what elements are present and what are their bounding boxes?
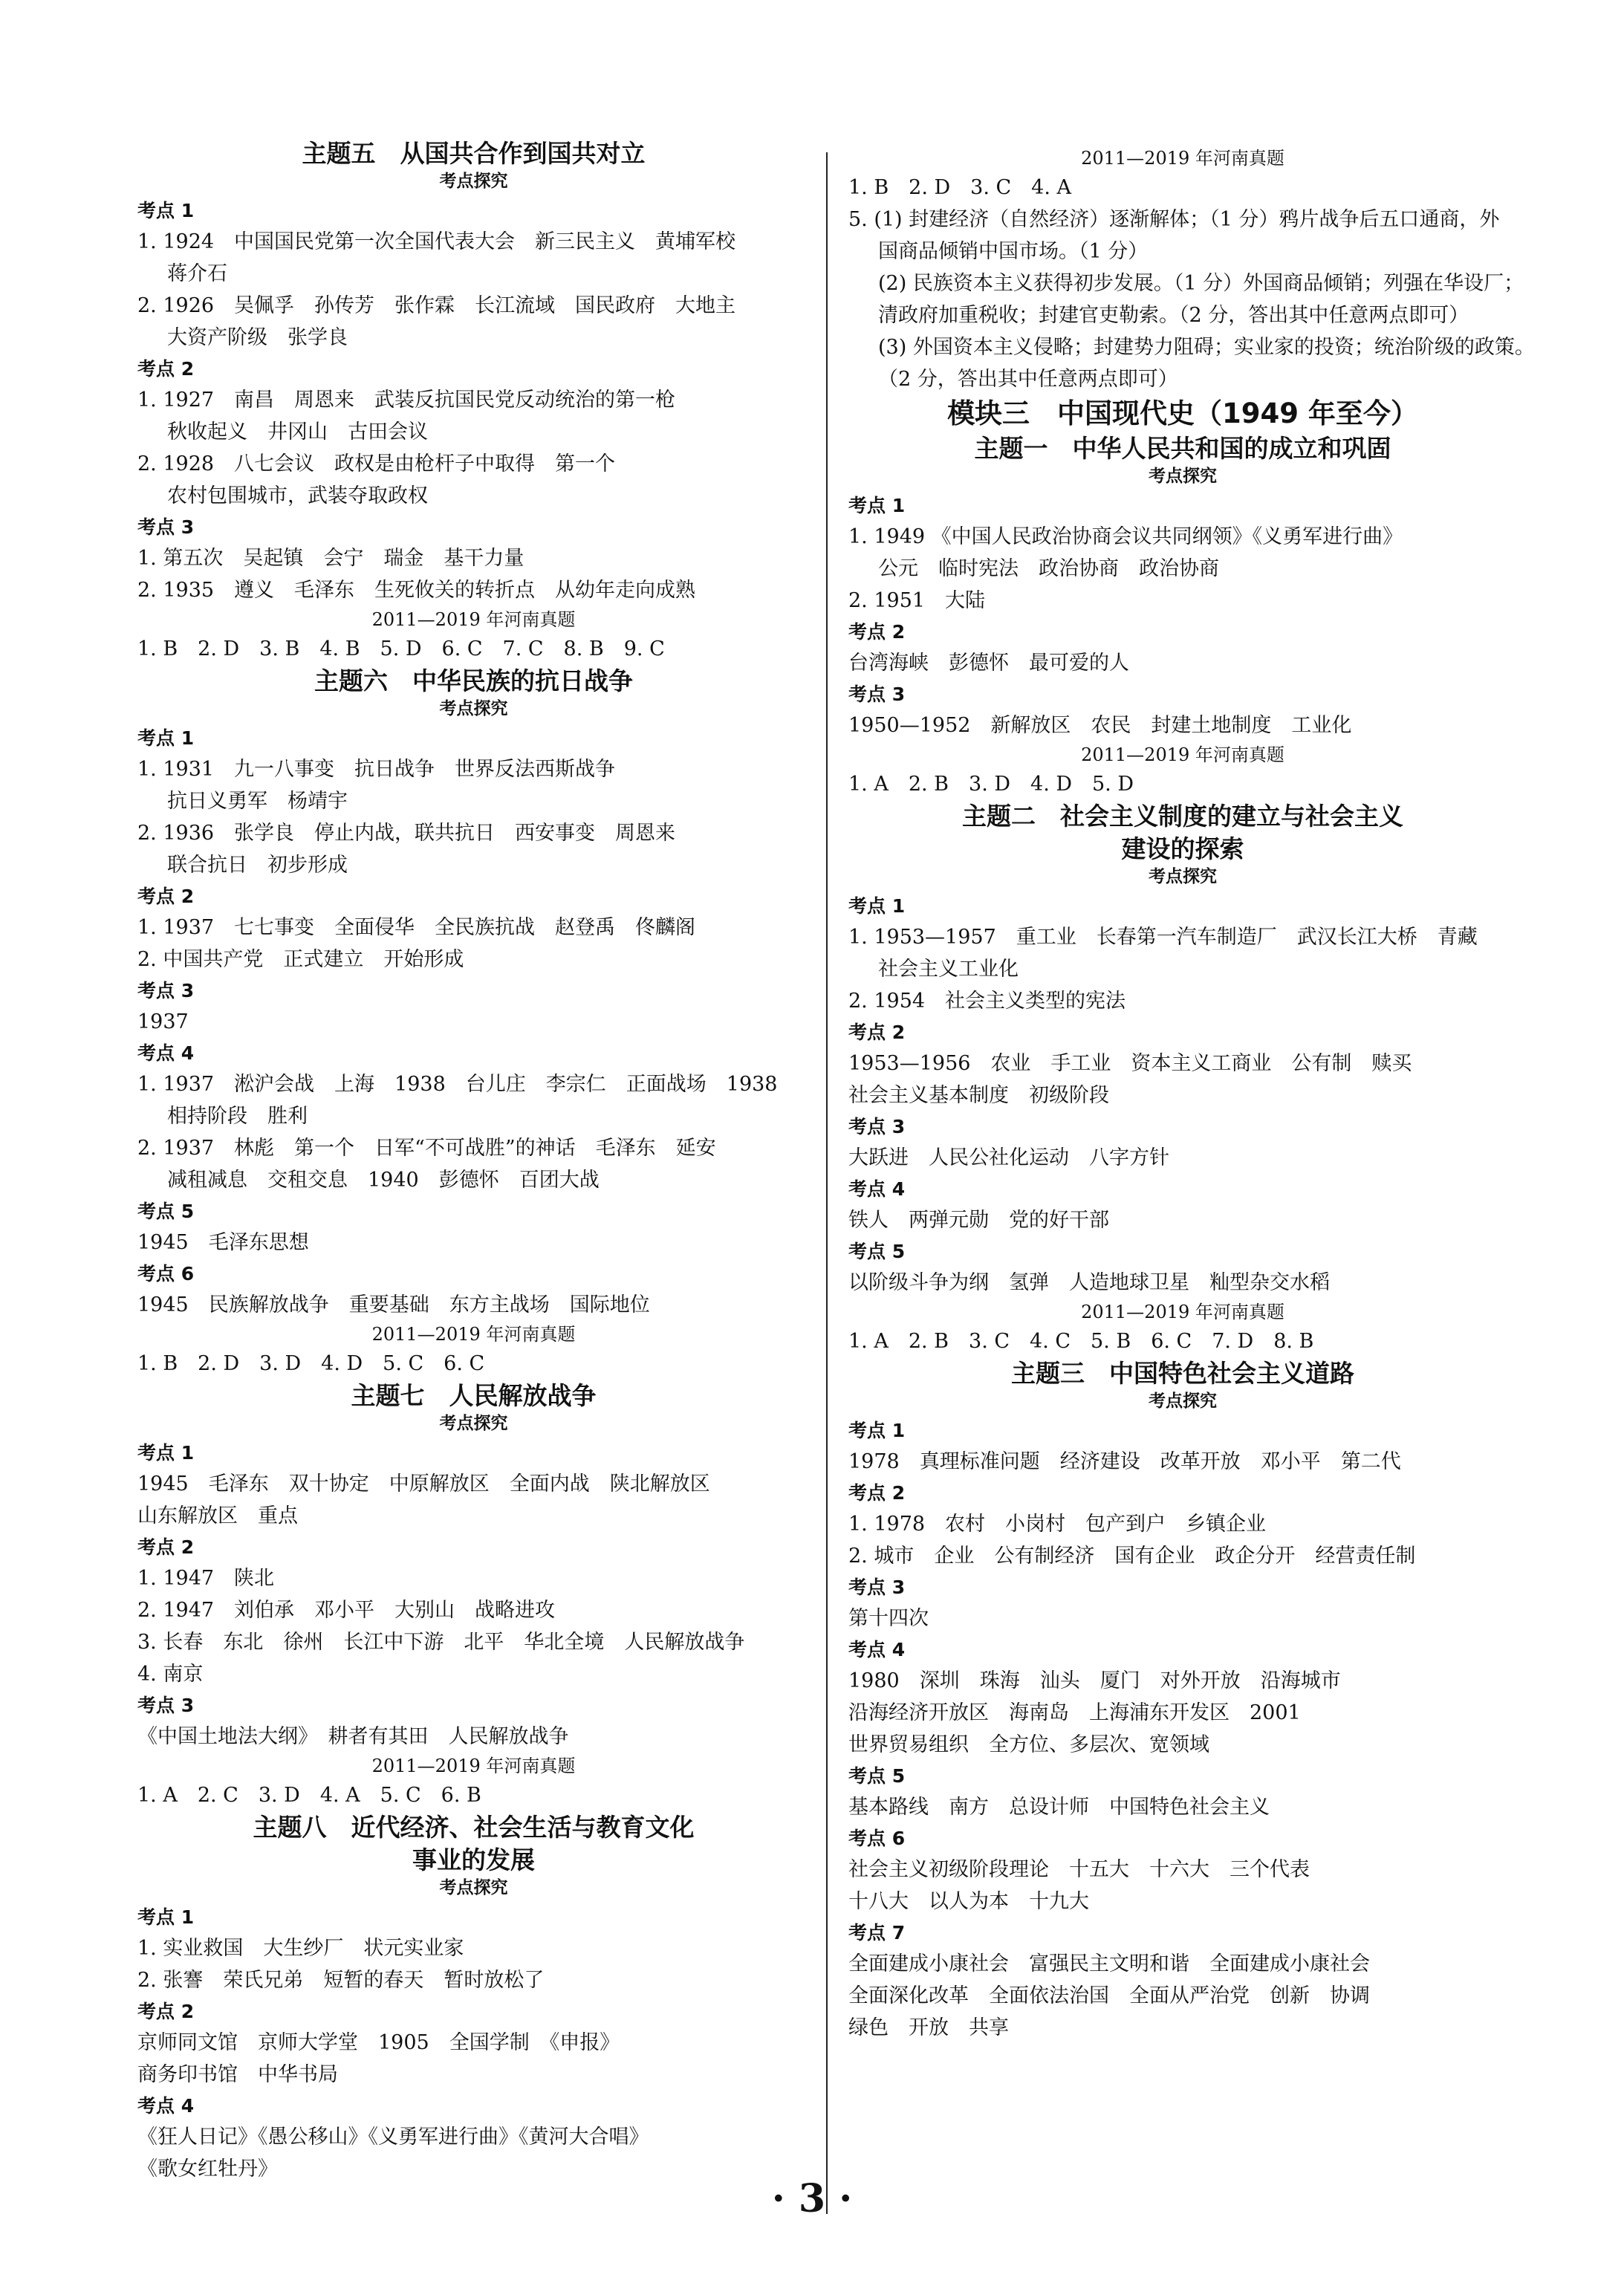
kaodian-label: 考点 4 (848, 1178, 906, 1200)
answer-line: 减租减息 交租交息 1940 彭德怀 百团大战 (167, 1169, 600, 1192)
answer-line: 秋收起义 井冈山 古田会议 (167, 420, 428, 444)
answer-line: 相持阶段 胜利 (167, 1105, 308, 1128)
answer-line: 铁人 两弹元勋 党的好干部 (848, 1209, 1109, 1232)
answer-line: 清政府加重税收；封建官吏勒索。（2 分，答出其中任意两点即可） (878, 304, 1469, 327)
kaodian-label: 考点 2 (137, 886, 195, 907)
exam-answers: 1. A 2. B 3. C 4. C 5. B 6. C 7. D 8. B (848, 1330, 1314, 1353)
section-subtitle: 考点探究 (1149, 1392, 1217, 1411)
answer-line: 1945 毛泽东思想 (137, 1231, 309, 1254)
answer-line: 十八大 以人为本 十九大 (848, 1890, 1089, 1913)
exam-answers: 1. B 2. D 3. B 4. B 5. D 6. C 7. C 8. B 9. C (137, 637, 665, 660)
kaodian-label: 考点 7 (848, 1922, 906, 1944)
kaodian-label: 考点 1 (137, 1442, 195, 1464)
kaodian-label: 考点 1 (848, 895, 906, 917)
kaodian-label: 考点 1 (137, 200, 195, 221)
answer-line: 绿色 开放 共享 (848, 2016, 1009, 2039)
kaodian-label: 考点 1 (137, 1906, 195, 1928)
exam-heading: 2011—2019 年河南真题 (371, 1324, 576, 1345)
column-divider (826, 152, 828, 2214)
kaodian-label: 考点 4 (137, 2095, 195, 2117)
answer-line: 基本路线 南方 总设计师 中国特色社会主义 (848, 1796, 1270, 1819)
kaodian-label: 考点 5 (137, 1201, 195, 1222)
right-column (848, 145, 1535, 2044)
answer-line: （2 分，答出其中任意两点即可） (878, 368, 1178, 391)
exam-heading: 2011—2019 年河南真题 (371, 609, 576, 630)
answer-line: 第十四次 (848, 1607, 929, 1630)
section-title: 主题一 中华人民共和国的成立和巩固 (974, 434, 1391, 463)
exam-answers: 1. B 2. D 3. D 4. D 5. C 6. C (137, 1352, 485, 1375)
section-title: 主题七 人民解放战争 (351, 1381, 597, 1410)
section-subtitle: 考点探究 (1149, 867, 1217, 886)
kaodian-label: 考点 2 (137, 1536, 195, 1558)
answer-line: 台湾海峡 彭德怀 最可爱的人 (848, 652, 1129, 675)
exam-heading: 2011—2019 年河南真题 (371, 1756, 576, 1776)
answer-line: 社会主义基本制度 初级阶段 (848, 1084, 1109, 1107)
answer-line: 商务印书馆 中华书局 (137, 2063, 338, 2086)
theme-7-section (137, 1380, 810, 1811)
section-title-continued: 建设的探索 (1121, 834, 1244, 863)
answer-line: 1. 实业救国 大生纱厂 状元实业家 (137, 1937, 464, 1960)
answer-line: 大资产阶级 张学良 (167, 326, 348, 349)
kaodian-label: 考点 3 (848, 1116, 906, 1137)
section-subtitle: 考点探究 (439, 699, 508, 718)
answer-line: 2. 1936 张学良 停止内战，联共抗日 西安事变 周恩来 (137, 822, 676, 845)
module-title: 模块三 中国现代史（1949 年至今） (947, 397, 1418, 429)
answer-line: 1978 真理标准问题 经济建设 改革开放 邓小平 第二代 (848, 1450, 1401, 1473)
module3-theme-3-section (848, 1357, 1517, 2044)
answer-line: 1945 民族解放战争 重要基础 东方主战场 国际地位 (137, 1293, 650, 1316)
exam-heading: 2011—2019 年河南真题 (1081, 1302, 1284, 1322)
kaodian-label: 考点 4 (848, 1639, 906, 1660)
kaodian-label: 考点 2 (137, 358, 195, 380)
section-subtitle: 考点探究 (439, 172, 508, 191)
kaodian-label: 考点 5 (848, 1241, 906, 1262)
section-title: 主题二 社会主义制度的建立与社会主义 (962, 802, 1403, 831)
answer-line: 1. 1953—1957 重工业 长春第一汽车制造厂 武汉长江大桥 青藏 (848, 926, 1478, 949)
section-title: 主题五 从国共合作到国共对立 (302, 139, 646, 168)
module3-theme-1-section (848, 432, 1517, 800)
theme-6-section (137, 665, 810, 1380)
answer-line: (2) 民族资本主义获得初步发展。（1 分）外国商品倾销；列强在华设厂； (878, 272, 1524, 295)
answer-line: 《歌女红牡丹》 (137, 2157, 278, 2181)
answer-line: 2. 张謇 荣氏兄弟 短暂的春天 暂时放松了 (137, 1969, 545, 1992)
kaodian-label: 考点 3 (137, 980, 195, 1001)
answer-line: 4. 南京 (137, 1663, 204, 1686)
kaodian-label: 考点 1 (848, 495, 906, 516)
answer-line: 2. 中国共产党 正式建立 开始形成 (137, 948, 464, 971)
answer-line: 1937 (137, 1010, 189, 1033)
section-title: 主题六 中华民族的抗日战争 (314, 666, 633, 695)
kaodian-label: 考点 2 (848, 1022, 906, 1043)
answer-line: 1. 1937 七七事变 全面侵华 全民族抗战 赵登禹 佟麟阁 (137, 916, 696, 939)
kaodian-label: 考点 3 (137, 516, 195, 538)
answer-line: 1945 毛泽东 双十协定 中原解放区 全面内战 陕北解放区 (137, 1472, 710, 1496)
module3-theme-2-section (848, 800, 1517, 1357)
answer-line: 1. 1949 《中国人民政治协商会议共同纲领》《义勇军进行曲》 (848, 525, 1403, 548)
answer-line: 1. 1947 陕北 (137, 1567, 275, 1590)
answer-line: 社会主义初级阶段理论 十五大 十六大 三个代表 (848, 1858, 1310, 1881)
kaodian-label: 考点 6 (848, 1828, 906, 1849)
answer-line: 大跃进 人民公社化运动 八字方针 (848, 1146, 1169, 1169)
section-title-continued: 事业的发展 (412, 1845, 535, 1874)
answer-line: 2. 1928 八七会议 政权是由枪杆子中取得 第一个 (137, 452, 616, 475)
answer-line: 1. 1924 中国国民党第一次全国代表大会 新三民主义 黄埔军校 (137, 230, 736, 253)
answer-line: 2. 城市 企业 公有制经济 国有企业 政企分开 经营责任制 (848, 1545, 1416, 1568)
answer-line: 2. 1951 大陆 (848, 589, 986, 612)
answer-line: 1. 1937 淞沪会战 上海 1938 台儿庄 李宗仁 正面战场 1938 (137, 1073, 778, 1096)
kaodian-label: 考点 6 (137, 1263, 195, 1285)
answer-line: 全面深化改革 全面依法治国 全面从严治党 创新 协调 (848, 1984, 1370, 2007)
answer-line: 蒋介石 (167, 262, 227, 285)
section-subtitle: 考点探究 (439, 1414, 508, 1433)
answer-line: 3. 长春 东北 徐州 长江中下游 北平 华北全境 人民解放战争 (137, 1631, 745, 1654)
answer-line: 2. 1926 吴佩孚 孙传芳 张作霖 长江流域 国民政府 大地主 (137, 294, 736, 317)
kaodian-label: 考点 1 (848, 1420, 906, 1441)
section-subtitle: 考点探究 (1149, 467, 1217, 486)
answer-line: 2. 1937 林彪 第一个 日军“不可战胜”的神话 毛泽东 延安 (137, 1137, 716, 1160)
theme-8-exam-section (848, 145, 1535, 395)
kaodian-label: 考点 2 (137, 2001, 195, 2022)
left-column (137, 137, 810, 2185)
answer-line: 《狂人日记》《愚公移山》《义勇军进行曲》《黄河大合唱》 (137, 2126, 649, 2149)
answer-line: 2. 1935 遵义 毛泽东 生死攸关的转折点 从幼年走向成熟 (137, 579, 696, 602)
answer-line: 京师同文馆 京师大学堂 1905 全国学制 《申报》 (137, 2031, 620, 2054)
exam-answers: 1. A 2. C 3. D 4. A 5. C 6. B (137, 1784, 481, 1807)
answer-line: 1950—1952 新解放区 农民 封建土地制度 工业化 (848, 714, 1352, 737)
exam-heading: 2011—2019 年河南真题 (1081, 148, 1284, 169)
answer-line: 1. 1927 南昌 周恩来 武装反抗国民党反动统治的第一枪 (137, 389, 676, 412)
answer-line: 联合抗日 初步形成 (167, 854, 348, 877)
answer-line: 社会主义工业化 (878, 958, 1019, 981)
answer-line: 国商品倾销中国市场。（1 分） (878, 240, 1149, 263)
answer-line: 以阶级斗争为纲 氢弹 人造地球卫星 籼型杂交水稻 (848, 1271, 1330, 1294)
answer-line: (3) 外国资本主义侵略；封建势力阻碍；实业家的投资；统治阶级的政策。 (878, 336, 1535, 359)
answer-line: 抗日义勇军 杨靖宇 (167, 790, 348, 813)
section-title: 主题八 近代经济、社会生活与教育文化 (253, 1813, 695, 1842)
answer-line: 《中国土地法大纲》 耕者有其田 人民解放战争 (137, 1725, 569, 1748)
kaodian-label: 考点 5 (848, 1765, 906, 1787)
exam-heading: 2011—2019 年河南真题 (1081, 744, 1284, 765)
kaodian-label: 考点 3 (848, 683, 906, 705)
answer-line: 山东解放区 重点 (137, 1504, 298, 1527)
kaodian-label: 考点 1 (137, 727, 195, 749)
section-title: 主题三 中国特色社会主义道路 (1011, 1359, 1354, 1388)
answer-line: 世界贸易组织 全方位、多层次、宽领域 (848, 1733, 1209, 1756)
answer-line: 全面建成小康社会 富强民主文明和谐 全面建成小康社会 (848, 1952, 1370, 1975)
theme-5-section (137, 137, 810, 665)
answer-line: 2. 1947 刘伯承 邓小平 大别山 战略进攻 (137, 1599, 556, 1622)
answer-line: 1. 第五次 吴起镇 会宁 瑞金 基干力量 (137, 547, 524, 570)
page-number: · 3 · (771, 2176, 853, 2221)
answer-line: 5. (1) 封建经济（自然经济）逐渐解体；（1 分）鸦片战争后五口通商，外 (848, 208, 1500, 231)
exam-answers: 1. B 2. D 3. C 4. A (848, 176, 1072, 199)
kaodian-label: 考点 2 (848, 621, 906, 643)
answer-line: 2. 1954 社会主义类型的宪法 (848, 990, 1126, 1013)
kaodian-label: 考点 2 (848, 1482, 906, 1504)
answer-line: 1. 1978 农村 小岗村 包产到户 乡镇企业 (848, 1513, 1267, 1536)
answer-line: 农村包围城市，武装夺取政权 (167, 484, 428, 507)
answer-line: 1980 深圳 珠海 汕头 厦门 对外开放 沿海城市 (848, 1669, 1341, 1692)
section-subtitle: 考点探究 (439, 1878, 508, 1897)
answer-line: 沿海经济开放区 海南岛 上海浦东开发区 2001 (848, 1701, 1301, 1724)
kaodian-label: 考点 3 (848, 1577, 906, 1598)
kaodian-label: 考点 3 (137, 1695, 195, 1716)
theme-8-section (137, 1811, 810, 2185)
kaodian-label: 考点 4 (137, 1042, 195, 1064)
answer-line: 公元 临时宪法 政治协商 政治协商 (878, 557, 1219, 580)
answer-line: 1953—1956 农业 手工业 资本主义工商业 公有制 赎买 (848, 1052, 1412, 1075)
answer-line: 1. 1931 九一八事变 抗日战争 世界反法西斯战争 (137, 758, 616, 781)
exam-answers: 1. A 2. B 3. D 4. D 5. D (848, 773, 1134, 796)
